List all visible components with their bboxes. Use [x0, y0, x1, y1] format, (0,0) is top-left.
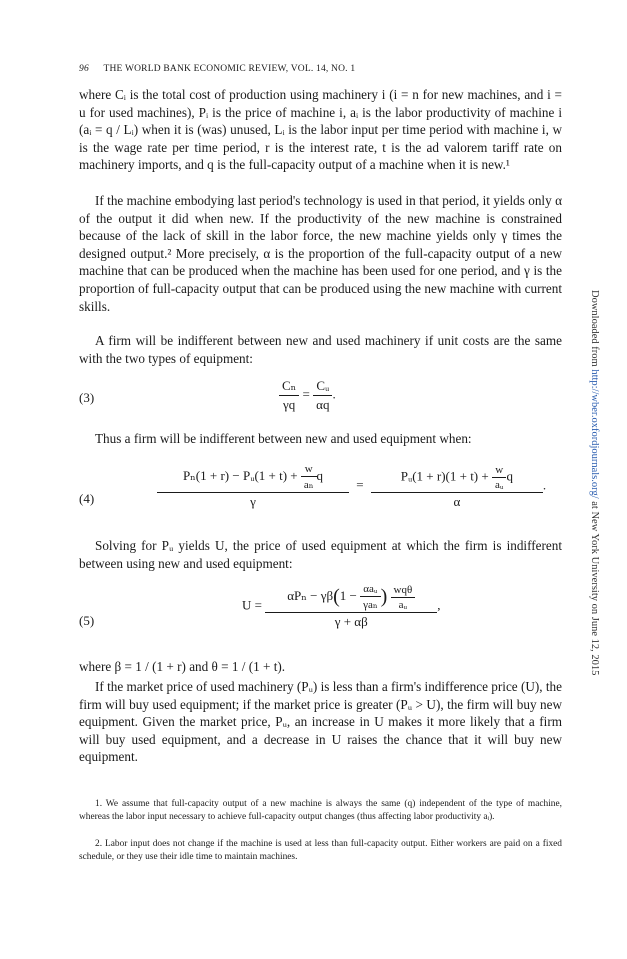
- numerator: αPₙ − γβ(1 − $\frac{\text{αaᵤ}}{\text{γaₙ}}$ ) $\frac{\text{wqθ}}{\text{aᵤ}}$: [265, 583, 437, 613]
- numerator: αaᵤ: [360, 583, 381, 597]
- productivity: aₙ: [303, 479, 314, 491]
- fraction: [279, 378, 299, 413]
- watermark-suffix: at New York University on June 12, 2015: [589, 498, 600, 676]
- numerator: [371, 464, 543, 493]
- denominator: γ + αβ: [334, 614, 368, 629]
- inner-term: 1 −: [339, 587, 357, 603]
- productivity: aᵤ: [494, 478, 504, 491]
- denominator: aᵤ: [398, 598, 408, 611]
- comma: ,: [437, 597, 441, 613]
- fraction: [371, 464, 543, 510]
- footnote-1: 1. We assume that full-capacity output of a new machine is always the same (q) independent of the type of machine, whereas the labor input necessary to achieve full-capacity output changes (thus affecting labor productivity aᵢ).: [79, 799, 562, 822]
- equation-4: [79, 463, 562, 525]
- numerator-term: Pᵤ(1 + r)(1 + t) +: [400, 467, 489, 483]
- denominator: α: [453, 493, 461, 509]
- journal-link[interactable]: http://wber.oxfordjournals.org/: [589, 369, 600, 499]
- u-equals: U =: [242, 597, 262, 613]
- paragraph-where-beta: where β = 1 / (1 + r) and θ = 1 / (1 + t).: [79, 659, 286, 674]
- wage-fraction: [301, 463, 317, 491]
- numerator: Cₙ: [279, 378, 299, 396]
- denominator: γ: [250, 494, 256, 509]
- equation-5: [79, 583, 562, 647]
- footnote-2: 2. Labor input does not change if the machine is used at less than full-capacity output. Either workers are paid on a fixed schedule, or they use their idle time to maintain machines.: [79, 839, 562, 862]
- paragraph-market-price: If the market price of used machinery (Pᵤ) is less than a firm's indifference price (U), the firm will buy used equipment; if the market price is greater (Pᵤ > U), the firm will buy new equipment. Given the market price, Pᵤ, an increase in U makes it more likely that a firm will buy used equipment, and a decrease in U raises the chance that it will buy new equipment.: [79, 679, 562, 765]
- equation-3: [79, 378, 562, 420]
- wage-fraction: [492, 464, 507, 491]
- fraction: [265, 583, 437, 630]
- wage: w: [492, 464, 507, 478]
- denominator: γaₙ: [363, 599, 378, 611]
- wage-fraction: [391, 584, 416, 611]
- period: .: [332, 386, 336, 402]
- equals-sign: =: [302, 386, 310, 402]
- running-header: [79, 64, 355, 74]
- paragraph-thus: Thus a firm will be indifferent between new and used equipment when:: [95, 431, 472, 446]
- paragraph-solving: Solving for Pᵤ yields U, the price of used equipment at which the firm is indifferent between using new and used equipment:: [79, 538, 562, 571]
- denominator: αq: [316, 397, 330, 412]
- download-watermark: [589, 290, 600, 730]
- period: .: [542, 477, 547, 493]
- equals-sign: =: [356, 477, 364, 493]
- numerator: wqθ: [391, 584, 416, 598]
- numerator: [157, 463, 349, 493]
- equation-number: (5): [79, 613, 95, 628]
- page-number: 96: [79, 64, 89, 74]
- fraction: [313, 378, 332, 413]
- output: q: [316, 467, 324, 483]
- output: q: [506, 467, 513, 483]
- paragraph-definitions: where Cᵢ is the total cost of production using machinery i (i = n for new machines, and i = u for used machines), Pᵢ is the price of machine i, aᵢ is the labor productivity of machine i (aᵢ = q / Lᵢ) when it is (was) unused, Lᵢ is the labor input per time period with machine i, w is the wage rate per time period, r is the interest rate, t is the ad valorem tariff rate on machinery imports, and q is the full-capacity output of a machine when it is new.¹: [79, 87, 562, 173]
- fraction: [157, 463, 349, 510]
- watermark-prefix: Downloaded from: [589, 290, 600, 370]
- inner-fraction: [360, 583, 381, 611]
- numerator: Cᵤ: [313, 378, 332, 396]
- equation-number: (4): [79, 491, 95, 506]
- equation-number: (3): [79, 390, 95, 405]
- numerator-term: Pₙ(1 + r) − Pᵤ(1 + t) +: [182, 467, 298, 483]
- journal-title: THE WORLD BANK ECONOMIC REVIEW, VOL. 14, NO. 1: [103, 64, 356, 74]
- denominator: γq: [283, 397, 296, 412]
- wage: w: [301, 463, 317, 477]
- numerator-term: αPₙ − γβ: [287, 587, 334, 603]
- paragraph-productivity: If the machine embodying last period's technology is used in that period, it yields only α of the output it did when new. If the productivity of the new machine is constrained because of the lack of skill in the labor force, the new machine yields only γ times the designed output.² More precisely, α is the proportion of the full-capacity output of a new machine that can be produced when the machine has been used for one period, and γ is the proportion of full-capacity output that can be produced using the new machine with current skills.: [79, 193, 562, 314]
- paragraph-indifference: A firm will be indifferent between new and used machinery if unit costs are the same with the two types of equipment:: [79, 333, 562, 366]
